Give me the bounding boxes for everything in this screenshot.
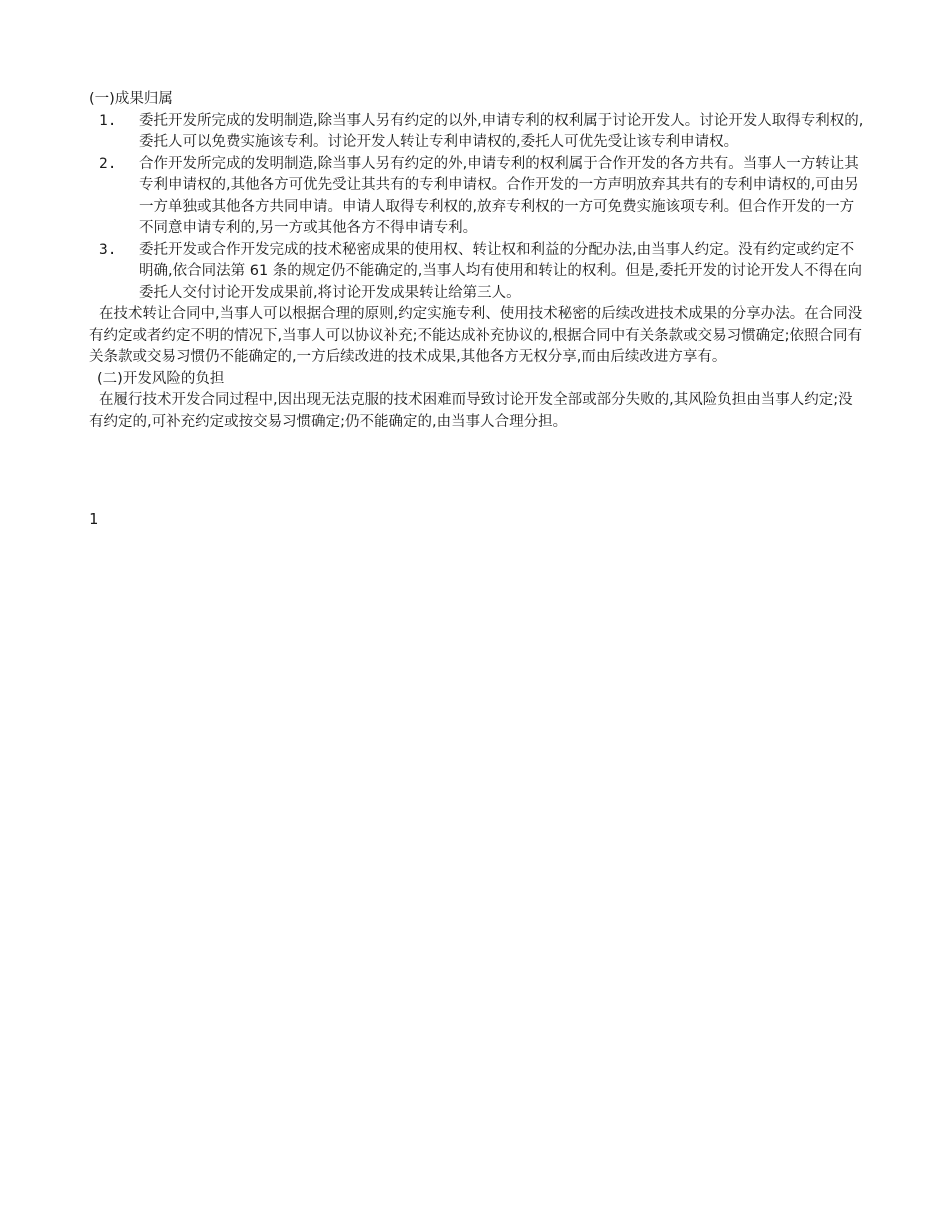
list-item-text: 委托开发所完成的发明制造,除当事人另有约定的以外,申请专利的权利属于讨论开发人。讨论开发人取得专利权的,委托人可以免费实施该专利。讨论开发人转让专利申请权的,委托人可优先受让该专利申请权。 xyxy=(139,112,864,150)
technology-transfer-paragraph: 在技术转让合同中,当事人可以根据合理的原则,约定实施专利、使用技术秘密的后续改进技术成果的分享办法。在合同没有约定或者约定不明的情况下,当事人可以协议补充;不能达成补充协议的,根据合同中有关条款或交易习惯确定;依照合同有关条款或交易习惯仍不能确定的,一方后续改进的技术成果,其他各方无权分享,而由后续改进方享有。 xyxy=(89,306,863,365)
list-item-number: 2. xyxy=(99,155,117,172)
list-item-number: 3. xyxy=(99,241,117,258)
list-item xyxy=(89,111,864,154)
risk-paragraph: 在履行技术开发合同过程中,因出现无法克服的技术困难而导致讨论开发全部或部分失败的,其风险负担由当事人约定;没有约定的,可补充约定或按交易习惯确定;仍不能确定的,由当事人合理分担。 xyxy=(89,392,853,430)
section-heading-ownership: (一)成果归属 xyxy=(89,91,173,107)
list-item xyxy=(89,154,864,240)
list-item-number: 1. xyxy=(99,112,117,129)
ownership-list xyxy=(89,111,864,305)
list-item-text: 委托开发或合作开发完成的技术秘密成果的使用权、转让权和利益的分配办法,由当事人约定。没有约定或约定不明确,依合同法第 61 条的规定仍不能确定的,当事人均有使用和转让的权利。但是,委托开发的讨论开发人不得在向委托人交付讨论开发成果前,将讨论开发成果转让给第三人。 xyxy=(139,241,862,301)
list-item xyxy=(89,240,864,305)
page-number: 1 xyxy=(89,510,99,528)
section-heading-risk: (二)开发风险的负担 xyxy=(97,370,225,387)
document-page xyxy=(89,89,864,433)
list-item-text: 合作开发所完成的发明制造,除当事人另有约定的外,申请专利的权利属于合作开发的各方共有。当事人一方转让其专利申请权的,其他各方可优先受让其共有的专利申请权。合作开发的一方声明放弃其共有的专利申请权的,可由另一方单独或其他各方共同申请。申请人取得专利权的,放弃专利权的一方可免费实施该项专利。但合作开发的一方不同意申请专利的,另一方或其他各方不得申请专利。 xyxy=(139,155,859,236)
